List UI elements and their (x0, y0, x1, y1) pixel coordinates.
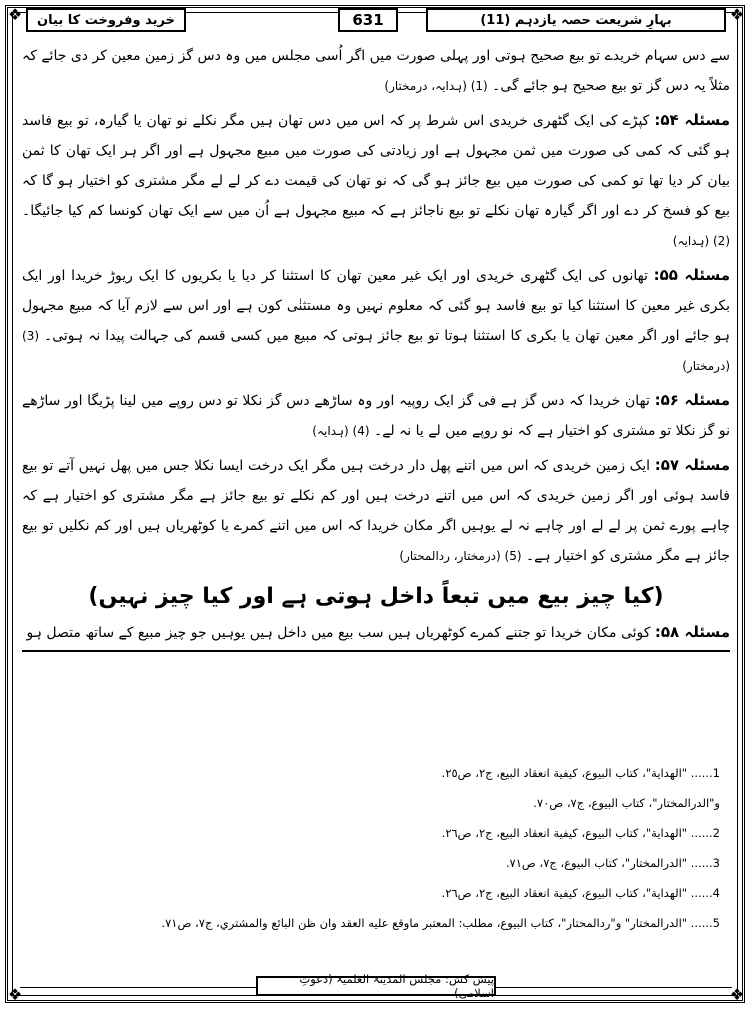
reference: (2) (ہدایہ) (672, 234, 730, 248)
reference: (5) (درمختار، ردالمحتار) (399, 549, 522, 563)
footnote: و"الدرالمختار"، كتاب البيوع، ج٧، ص٧٠. (533, 796, 720, 810)
chapter-title: خرید وفروخت کا بیان (26, 8, 186, 32)
book-title: بہارِ شریعت حصہ یازدہم (11) (426, 8, 726, 32)
masala-label: مسئلہ ۵۷: (654, 456, 731, 474)
footnote: 4...... "الهداية"، كتاب البيوع، كيفية انعقاد البيع، ج٢، ص٢٦. (441, 886, 720, 900)
corner-ornament-icon: ❖ (729, 5, 745, 24)
footer-rule (496, 987, 732, 988)
reference: (3) (درمختار) (22, 329, 730, 373)
paragraph (22, 40, 730, 101)
footnote: 3...... "الدرالمختار"، كتاب البيوع، ج٧، ص٧١. (505, 856, 720, 870)
masala-label: مسئلہ ۵۶: (654, 391, 730, 409)
corner-ornament-icon: ❖ (729, 985, 745, 1004)
paragraph-text: تھانوں کی ایک گٹھری خریدی اور ایک غیر معین تھان کا استثنا کر دیا یا بکریوں کا ایک ریوڑ خریدا اور ایک بکری غیر معین کا استثنا کیا تو بیع فاسد ہو گئی کہ معلوم نہیں وہ مستثنٰی کون ہے اور اس سے لازم آیا کہ مبیع مجہول ہو جائے اور اگر معین تھان یا بکری کا استثنا ہوتا تو بیع جائز ہوتی کہ مبیع میں کسی قسم کی جہالت پیدا نہ ہوتی۔ (22, 268, 730, 344)
paragraph-text: کپڑے کی ایک گٹھری خریدی اس شرط پر کہ اس میں دس تھان ہیں مگر نکلے نو تھان یا گیارہ، تو بیع فاسد ہو گئی کہ کمی کی صورت میں ثمن مجہول ہے اور زیادتی کی صورت میں مبیع مجہول ہے اور اگر ہر ایک تھان کا ثمن بیان کر دیا تھا تو کمی کی صورت میں بیع جائز ہو گی کہ نو تھان کی قیمت دے کر لے لے مگر مشتری کو اختیار ہو گا کہ بیع کو فسخ کر دے اور اگر گیارہ تھان نکلے تو بیع ناجائز ہے کہ مبیع مجہول ہے اُن میں سے ایک تھان کونسا کم کیا جائیگا۔ (22, 113, 730, 219)
reference: (1) (ہدایہ، درمختار) (384, 79, 488, 93)
page-number: 631 (338, 8, 398, 32)
page-footer (0, 972, 752, 1000)
paragraph (22, 617, 730, 652)
main-text (22, 40, 730, 656)
footnote: 1...... "الهداية"، كتاب البيوع، كيفية انعقاد البيع، ج٢، ص٢٥. (441, 766, 720, 780)
masala-label: مسئلہ ۵۸: (654, 623, 730, 641)
footnote: 5...... "الدرالمختار" و"ردالمحتار"، كتاب البيوع، مطلب: المعتبر ماوقع عليه العقد وان ظن البائع والمشتري، ج٧، ص٧١. (161, 916, 720, 930)
paragraph (22, 105, 730, 256)
page-header (0, 5, 752, 36)
paragraph (22, 260, 730, 381)
paragraph-text: تھان خریدا کہ دس گز ہے فی گز ایک روپیہ اور وہ ساڑھے دس گز نکلا تو دس روپے میں لینا پڑیگا اور ساڑھے نو گز نکلا تو مشتری کو اختیار ہے کہ نو روپے میں لے یا نہ لے۔ (22, 393, 730, 439)
corner-ornament-icon: ❖ (7, 5, 23, 24)
footer-rule (20, 987, 256, 988)
masala-label: مسئلہ ۵۴: (654, 111, 731, 129)
paragraph (22, 450, 730, 571)
section-heading: (کیا چیز بیع میں تبعاً داخل ہوتی ہے اور کیا چیز نہیں) (88, 584, 664, 609)
masala-label: مسئلہ ۵۵: (653, 266, 731, 284)
paragraph-text: ایک زمین خریدی کہ اس میں اتنے پھل دار درخت ہیں مگر ایک درخت ایسا نکلا جس میں پھل نہیں آتے تو بیع فاسد ہوئی اور اگر زمین خریدی کہ اس میں اتنے درخت ہیں اور کم نکلے تو بیع جائز ہے مگر مشتری کو اختیار ہے کہ چاہے پورے ثمن پر لے لے اور چاہے نہ لے یوہیں اگر مکان خریدا کہ اس میں اتنے کمرے یا کوٹھریاں ہیں اور کم نکلیں تو بیع جائز ہے مگر مشتری کو اختیار ہے۔ (22, 458, 730, 564)
paragraph-text: سے دس سہام خریدے تو بیع صحیح ہوتی اور پہلی صورت میں اگر اُسی مجلس میں وہ دس گز زمین معین کر دی جائے کہ مثلاً یہ دس گز تو بیع صحیح ہو جائے گی۔ (22, 48, 730, 94)
footnote: 2...... "الهداية"، كتاب البيوع، كيفية انعقاد البيع، ج٢، ص٢٦. (441, 826, 720, 840)
paragraph-text: کوئی مکان خریدا تو جتنے کمرے کوٹھریاں ہیں سب بیع میں داخل ہیں یوہیں جو چیز مبیع کے ساتھ متصل ہو (26, 625, 651, 641)
publisher-credit: پیش کش: مجلس المدینۃ العلمیۃ (دعوتِ اسلامی) (256, 976, 496, 996)
footnotes (40, 758, 720, 938)
corner-ornament-icon: ❖ (7, 985, 23, 1004)
reference: (4) (ہدایہ) (312, 424, 370, 438)
paragraph (22, 385, 730, 446)
